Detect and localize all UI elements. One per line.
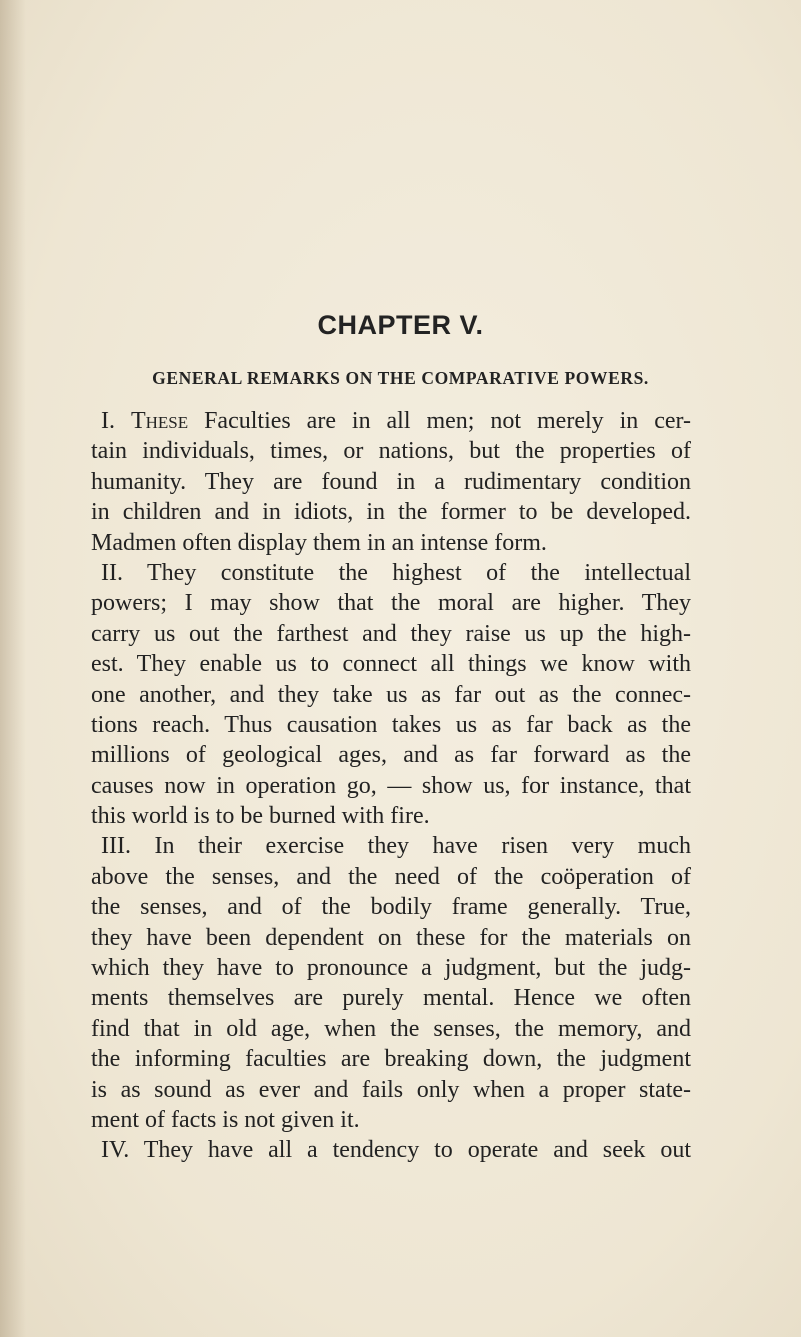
- text-line: tain individuals, times, or nations, but the properties of: [91, 438, 691, 465]
- text-line: II. They constitute the highest of the intellectual: [101, 559, 691, 586]
- text-line: powers; I may show that the moral are higher. They: [91, 590, 691, 617]
- binding-shadow: [0, 0, 26, 1337]
- text-line: causes now in operation go, — show us, for instance, that: [91, 772, 691, 799]
- text-line: Madmen often display them in an intense form.: [91, 529, 547, 556]
- text-line: the informing faculties are breaking down, the judgment: [91, 1046, 691, 1073]
- text-line: IV. They have all a tendency to operate and seek out: [101, 1137, 691, 1164]
- paragraph-lead-word: These: [130, 408, 189, 434]
- text-line: est. They enable us to connect all things we know with: [91, 651, 691, 678]
- text-line: ment of facts is not given it.: [91, 1106, 360, 1133]
- paragraph-1-line-1: [91, 406, 691, 436]
- text-line: millions of geological ages, and as far forward as the: [91, 742, 691, 769]
- text-line: Faculties are in all men; not merely in cer-: [204, 408, 692, 434]
- text-line: in children and in idiots, in the former to be developed.: [91, 499, 691, 526]
- text-line: which they have to pronounce a judgment, but the judg-: [91, 955, 691, 982]
- chapter-subtitle: GENERAL REMARKS ON THE COMPARATIVE POWERS.: [152, 368, 649, 388]
- text-line: humanity. They are found in a rudimentary condition: [91, 468, 691, 495]
- text-line: find that in old age, when the senses, the memory, and: [91, 1015, 691, 1042]
- text-line: the senses, and of the bodily frame generally. True,: [91, 894, 691, 921]
- text-line: they have been dependent on these for the materials on: [91, 924, 691, 951]
- text-line: above the senses, and the need of the coöperation of: [91, 863, 691, 890]
- text-line: tions reach. Thus causation takes us as far back as the: [91, 711, 691, 738]
- text-line: this world is to be burned with fire.: [91, 803, 430, 830]
- chapter-title: CHAPTER V.: [317, 310, 484, 340]
- text-line: ments themselves are purely mental. Hence we often: [91, 985, 691, 1012]
- body-text: [91, 406, 691, 1166]
- text-line: III. In their exercise they have risen very much: [101, 833, 691, 860]
- text-line: one another, and they take us as far out as the connec-: [91, 681, 691, 708]
- text-line: carry us out the farthest and they raise us up the high-: [91, 620, 691, 647]
- text-line: is as sound as ever and fails only when a proper state-: [91, 1076, 691, 1103]
- paragraph-numeral: I.: [101, 408, 115, 434]
